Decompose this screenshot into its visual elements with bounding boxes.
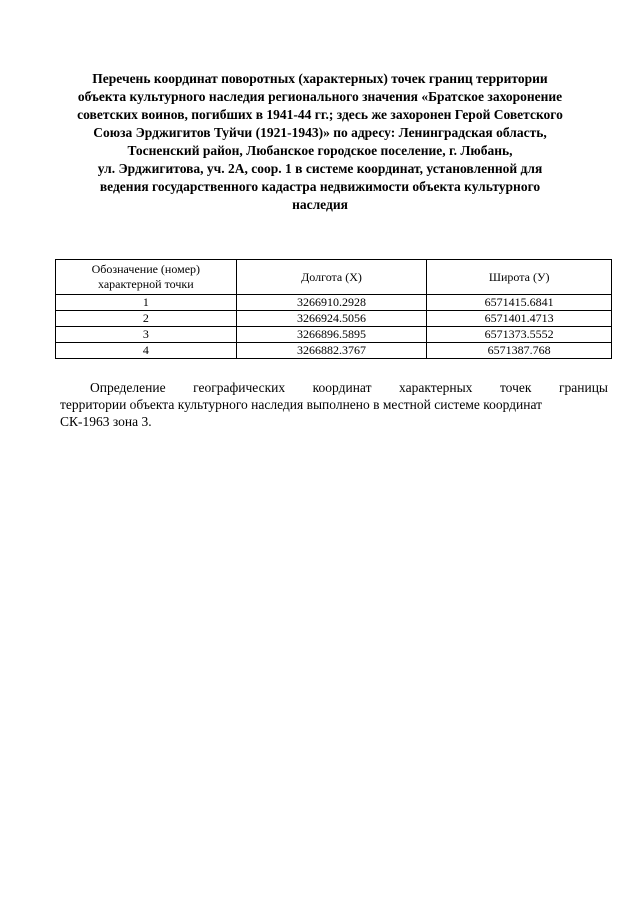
note-line: Определение географических координат характерных точек границы xyxy=(90,380,608,395)
note-line: территории объекта культурного наследия выполнено в местной системе координат xyxy=(60,397,543,412)
cell-latitude: 6571415.6841 xyxy=(427,295,612,311)
cell-longitude: 3266924.5056 xyxy=(236,311,427,327)
cell-latitude: 6571373.5552 xyxy=(427,327,612,343)
title-line: ведения государственного кадастра недвижимости объекта культурного xyxy=(99,179,541,194)
document-title xyxy=(60,70,580,214)
cell-longitude: 3266896.5895 xyxy=(236,327,427,343)
title-line: советских воинов, погибших в 1941-44 гг.; здесь же захоронен Герой Советского xyxy=(77,107,563,122)
coordinate-system-note xyxy=(60,379,608,430)
table-row xyxy=(56,327,612,343)
coordinates-table xyxy=(55,259,612,359)
cell-latitude: 6571401.4713 xyxy=(427,311,612,327)
cell-point: 3 xyxy=(56,327,237,343)
header-point-line2: характерной точки xyxy=(98,277,194,291)
cell-latitude: 6571387.768 xyxy=(427,343,612,359)
title-line: Союза Эрджигитов Туйчи (1921-1943)» по адресу: Ленинградская область, xyxy=(93,125,547,140)
cell-point: 4 xyxy=(56,343,237,359)
cell-longitude: 3266882.3767 xyxy=(236,343,427,359)
table-row xyxy=(56,343,612,359)
title-line: объекта культурного наследия регионального значения «Братское захоронение xyxy=(77,89,563,104)
table-header-row xyxy=(56,260,612,295)
header-longitude: Долгота (X) xyxy=(236,260,427,295)
cell-longitude: 3266910.2928 xyxy=(236,295,427,311)
cell-point: 2 xyxy=(56,311,237,327)
title-line: Тосненский район, Любанское городское поселение, г. Любань, xyxy=(127,143,513,158)
title-line: наследия xyxy=(292,197,348,212)
table-row xyxy=(56,311,612,327)
header-latitude: Широта (У) xyxy=(427,260,612,295)
table-row xyxy=(56,295,612,311)
title-line: Перечень координат поворотных (характерных) точек границ территории xyxy=(92,71,548,86)
cell-point: 1 xyxy=(56,295,237,311)
header-point-line1: Обозначение (номер) xyxy=(91,262,201,276)
note-line: СК-1963 зона 3. xyxy=(60,414,152,429)
header-point-designation xyxy=(56,260,237,295)
title-line: ул. Эрджигитова, уч. 2А, соор. 1 в системе координат, установленной для xyxy=(97,161,543,176)
